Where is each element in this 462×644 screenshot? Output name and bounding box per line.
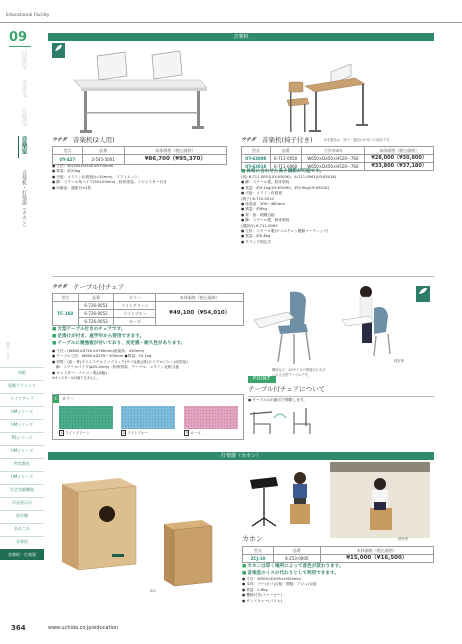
desk2-spec-line: ● 背・座：積層合板 [241, 213, 336, 218]
desk1-spec-line: ● 天板：メラミン化粧板(t=24mm)、ソフトエッジ [52, 175, 167, 180]
sidebar-item-blackboard[interactable]: 黒板 [0, 367, 44, 378]
sidebar-item-music-desk[interactable]: 音楽机 [0, 536, 44, 547]
point-label: POINT [248, 376, 276, 383]
vertical-tag-technology: 技術室 [20, 51, 27, 69]
point-title: テーブル付チェアについて [248, 385, 326, 393]
cajon-model: ZCJ-10 [243, 555, 274, 563]
caption-right: 教室例 [394, 359, 404, 363]
point-box [248, 368, 434, 436]
desk2-spec-line: (机) 6-711-0051(UY-6300K)、6-711-0061(UY-6301K) [241, 175, 337, 179]
cajon-feature: ■ 音楽室のイスの代わりとして利用できます。 [242, 570, 343, 577]
th-code: 品番 [82, 147, 124, 155]
desk2-size: W650×D450×H520〜760 [301, 163, 365, 171]
swatch-label: 3 ローズ [185, 431, 201, 435]
student-playing-photo [330, 462, 430, 538]
sidebar-item-um-4[interactable]: UMシリーズ [0, 471, 44, 482]
th-color: カラー [114, 294, 156, 302]
vertical-tag-art: 美術室 [20, 79, 27, 97]
desk2-details [241, 168, 336, 245]
desk2-spec-line: ● 天板：メラミン化粧板 [241, 191, 336, 196]
desk2-code: 6-711-0060 [270, 163, 301, 171]
chair-spec-note: ※キャスターは付属できません。 [52, 376, 100, 381]
section-bar-cajon: 打楽器（カホン） [48, 452, 434, 460]
swatch-rose[interactable] [184, 406, 238, 429]
desk2-size: W650×D450×H520〜760 [301, 155, 365, 163]
desk2-code: 6-711-0050 [270, 155, 301, 163]
desk1-spec-line: ● 質量：約20kg [52, 169, 167, 174]
desk1-title: 音楽机(2人用) [73, 136, 115, 144]
desk2-spec-line: (譜面台) 6-711-0063 [241, 223, 278, 228]
chair-spec-line: ● 寸法：(W600×D720×H780mm(座面高：430mm) [52, 349, 188, 354]
sidebar-item-um-1[interactable]: UMシリーズ [0, 406, 44, 417]
chapter-number: 09 [9, 30, 28, 45]
cajon-spec-line: ● 質量：2.8kg [242, 588, 343, 593]
chair-details [52, 326, 188, 381]
chapter-sidebar [0, 0, 48, 644]
desk-with-chair-image [285, 42, 385, 138]
chair-price: ¥49,100（¥54,010） [156, 302, 244, 326]
desk1-spec-line: ● 寸法：W1500×D500×H700mm [52, 164, 167, 169]
desk1-spec-line: ● 脚：スチール角パイプ(30×25mm)、粉体塗装、アジャスター付き [52, 180, 167, 185]
desk2-model: UY-6301K [242, 163, 271, 171]
sidebar-item-storage[interactable]: 保存棚 [0, 510, 44, 521]
music-stand-image [246, 474, 282, 528]
cajon-price: ¥15,000（¥16,500） [320, 555, 433, 563]
th-price: 本体価格（税込価格） [365, 147, 434, 155]
th-model: 型式 [243, 547, 274, 555]
chapter-rule [9, 46, 31, 47]
desk2-title: 音楽机(椅子付き) [262, 136, 313, 144]
chair-color: ローズ [114, 318, 156, 326]
cajon-image-small [160, 518, 216, 588]
th-price: 本体価格（税込価格） [320, 547, 433, 555]
th-model: 型式 [53, 294, 79, 302]
desk2-model: UY-6300K [242, 155, 271, 163]
cajon-spec-line: ● 響線付き(スナービー) [242, 593, 343, 598]
swatch-light-blue[interactable] [121, 406, 175, 429]
student-scene-image [330, 282, 402, 358]
footer-url[interactable]: www.uchida.co.jp/education [48, 625, 119, 631]
fold-diagram [248, 404, 328, 436]
desk2-spec-line: ● 脚：スチール製、粉体塗装 [241, 218, 336, 223]
cajon-details [242, 563, 343, 604]
sidebar-item-um-3[interactable]: UMシリーズ [0, 445, 44, 456]
cajon-image-large [58, 474, 140, 572]
desk2-spec-line: ● 座面高：300〜460mm [241, 202, 336, 207]
vertical-subtitle: 音楽机・打楽器（カホン） [21, 170, 27, 230]
swatch-label: 2 ライトブルー [122, 431, 149, 435]
vertical-active-bar [18, 136, 19, 158]
th-code: 品番 [274, 547, 320, 555]
cajon-code: 8-253-0000 [274, 555, 320, 563]
sidebar-item-misc[interactable]: あれこれ [0, 523, 44, 534]
chair-brand: ウチダ [52, 284, 67, 290]
chair-spec-line: ● テーブル寸法：W600×D295〜300mm ●質量：10.1kg [52, 354, 188, 359]
sidebar-item-ps[interactable]: PSシリーズ [0, 432, 44, 443]
point-text: ● テーブルは右動式で開閉します。 [248, 398, 307, 403]
swatch-light-green[interactable] [59, 406, 113, 429]
desk2-spec-line: (椅子) 6-710-0010 [241, 196, 274, 201]
chair-model: TC-160 [53, 302, 79, 326]
child-playing-image [284, 470, 320, 526]
table-chair-image [248, 286, 330, 366]
cajon-spec-line: ● 寸法：W300×D295×H420mm [242, 577, 343, 582]
nav-header: 備品・生活 [6, 342, 11, 360]
color-label: カラー [62, 396, 74, 401]
cajon-spec-line: ● 本体：ブナ(カバ)合板、側板：アジュ(合板 [242, 582, 343, 587]
chair-feature: ■ 足掛けが付き、座学年から使用できます。 [52, 333, 188, 340]
vertical-tag-music: 音楽室 [20, 108, 27, 126]
caption-left: 構造など、A3サイズの図面がひろげられる大型テーブルです。 [272, 368, 326, 377]
th-code: 品番 [78, 294, 114, 302]
cajon-spec-table [242, 546, 434, 563]
th-price: 本体価格（税込価格） [156, 294, 244, 302]
point-rule [248, 396, 434, 397]
desk2-spec-line: ● クランプ固定式 [241, 240, 336, 245]
desk2-brand: ウチダ [241, 137, 256, 143]
desk1-brand: ウチダ [52, 137, 67, 143]
chair-title: テーブル付チェア [73, 283, 125, 291]
desk1-specs [52, 164, 167, 191]
th-size: 寸法(mm) [301, 147, 365, 155]
eco-badge-2 [416, 286, 430, 302]
chair-spec-table [52, 293, 244, 326]
sidebar-item-um-2[interactable]: UMシリーズ [0, 419, 44, 430]
chair-color: ライトブルー [114, 310, 156, 318]
desk-2person-image [62, 42, 212, 138]
desk1-spec-line: ● 付属品：譜面台×2枚 [52, 186, 167, 191]
chair-feature: ■ テーブルに補強板が付いており、安定感・耐久性があります。 [52, 340, 188, 347]
th-code: 品番 [270, 147, 301, 155]
desk2-spec-line: ● 質量：約6kg [241, 207, 336, 212]
cajon-title: カホン [242, 535, 263, 543]
desk2-spec-line: ● 質量：約9.1kg(UY-6300K)、約9.9kg(UY-6301K) [241, 186, 336, 191]
th-price: 本体価格（税込価格） [124, 147, 226, 155]
sidebar-item-active[interactable]: 音楽机・打楽器 [0, 549, 44, 560]
cajon-caption-right: 使用例 [398, 537, 408, 541]
sidebar-item-special[interactable]: 特別教室 [0, 458, 44, 469]
desk1-code: 2-543-5001 [82, 155, 124, 165]
desk2-price: ¥28,000（¥30,800） [365, 155, 434, 163]
desk2-note: ※本製品は、椅子・譜面台が付いた商品です。 [324, 138, 393, 142]
desk2-spec-line: ● 立材：スチール製(ポリエチレン樹脂コーティング) [241, 229, 336, 234]
swatch-label: 1 ライトグリーン [60, 431, 90, 435]
cajon-feature: ■ カホンは叩く場所によって音色が変わります。 [242, 563, 343, 570]
chair-code: 6-726-0053 [78, 318, 114, 326]
color-label-box: C [54, 396, 58, 401]
chair-feature: ■ 大型テーブル付きのチェアです。 [52, 326, 188, 333]
chair-code: 6-726-0052 [78, 310, 114, 318]
divider-line [52, 276, 434, 277]
cajon-spec-line: ● サンドキャー(バリル) [242, 599, 343, 604]
chair-spec-line: 脚：スチールパイプ(φ25.4mm)・粉体塗装、テーブル：メラミン化粧合板 [56, 365, 180, 370]
sidebar-item-lab[interactable]: 生活実験機器 [0, 484, 44, 495]
th-model: 型式 [53, 147, 83, 155]
sidebar-item-blind[interactable]: 電動ブラインド [0, 380, 44, 391]
desk1-model: UY-427 [53, 155, 83, 165]
cajon-image-label: ZCJ [150, 589, 156, 593]
leaf-icon [416, 286, 430, 296]
desk2-feature: ■ 体格に合わせた高さ調節が可能です。 [241, 168, 336, 175]
chair-code: 6-726-0051 [78, 302, 114, 310]
sidebar-item-micup[interactable]: マイクアップ [0, 393, 44, 404]
page-number: 364 [11, 624, 26, 632]
section-bar-desks: 音楽机 [48, 33, 434, 41]
chair-spec-line: ● キャスター：ナイロン製(双輪) [52, 371, 188, 376]
desk2-price: ¥33,800（¥37,180） [365, 163, 434, 171]
category-underline [0, 22, 462, 23]
desk1-spec-table [52, 146, 227, 165]
chair-color: ライトグリーン [114, 302, 156, 310]
desk2-spec-line: ● 脚：スチール製、粉体塗装 [241, 180, 336, 185]
vertical-tag-active: 音楽室 [20, 136, 27, 154]
color-panel [52, 394, 244, 440]
sidebar-item-display[interactable]: 作品展示台 [0, 497, 44, 508]
th-model: 型式 [242, 147, 271, 155]
category-label: Educational Facility [6, 13, 50, 18]
chair-spec-line: ● 材質：(座・背)ポリエステルファブリック(サブ)(座)(背)ポリプロピレン(成形品) [52, 360, 188, 365]
desk1-price: ¥86,700（¥95,370） [124, 155, 226, 165]
desk2-spec-line: ● 質量：約0.8kg [241, 234, 336, 239]
